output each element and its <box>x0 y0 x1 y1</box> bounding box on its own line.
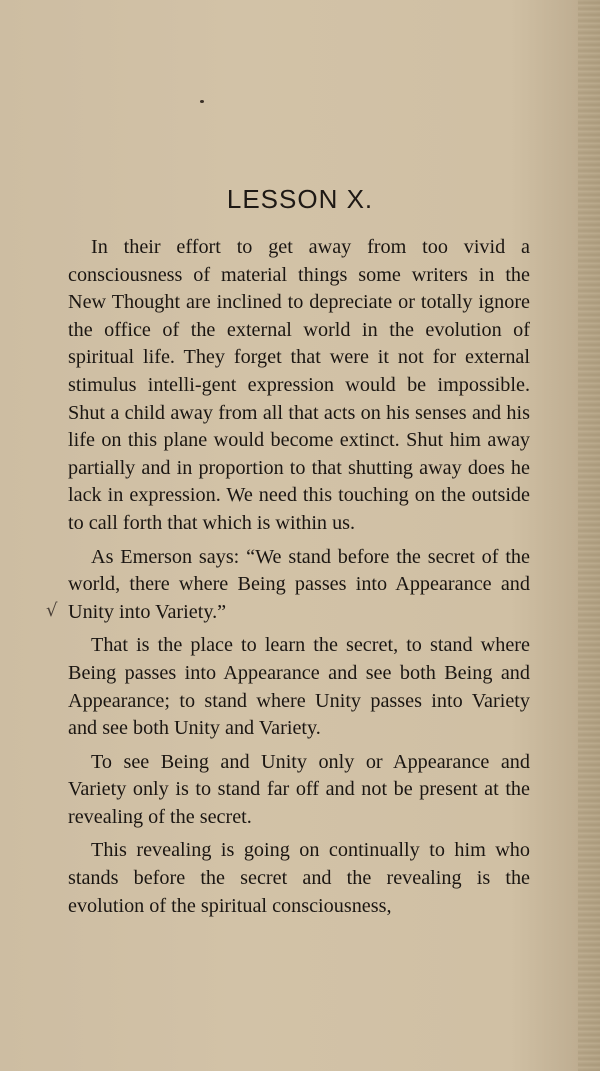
ink-speck <box>200 100 204 103</box>
page-edge <box>578 0 600 1071</box>
lesson-title: LESSON X. <box>226 184 374 214</box>
paragraph: As Emerson says: “We stand before the secret of the world, there where Being passes into Appearance and Unity into Variety.” <box>68 545 530 623</box>
paragraph: In their effort to get away from too vivid a consciousness of material things some writers in the New Thought are inclined to depreciate or totally ignore the office of the external world in the evolution of spiritual life. They forget that were it not for external stimulus intelli-gent expression would be impossible. Shut a child away from all that acts on his senses and his life on this plane would become extinct. Shut him away partially and in proportion to that shutting away does he lack in expression. We need this touching on the outside to call forth that which is within us. <box>68 236 530 534</box>
pencil-check-mark: √ <box>46 600 58 621</box>
paragraph: That is the place to learn the secret, to stand where Being passes into Appearance and see both Being and Appearance; to stand where Unity passes into Variety and see both Unity and Variety. <box>68 634 530 740</box>
body-text <box>68 234 530 926</box>
paragraph: To see Being and Unity only or Appearance and Variety only is to stand far off and not be present at the revealing of the secret. <box>68 750 530 828</box>
paragraph: This revealing is going on continually to him who stands before the secret and the revealing is the evolution of the spiritual consciousness, <box>68 839 530 917</box>
